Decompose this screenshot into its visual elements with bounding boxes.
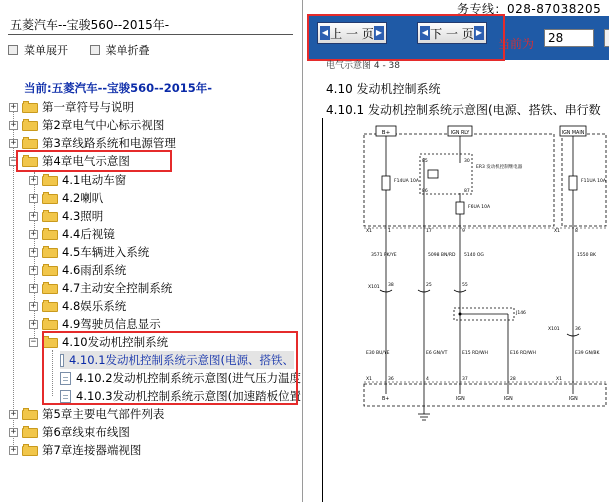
wire-code: E6 GN/VT bbox=[426, 351, 448, 356]
menu-toolbar bbox=[8, 42, 168, 60]
tree-item-label: 4.1电动车窗 bbox=[62, 173, 127, 187]
power-box-label: B+ bbox=[381, 130, 391, 136]
pin-label: 36 bbox=[388, 377, 394, 382]
tree-item-label: 4.3照明 bbox=[62, 209, 104, 223]
pin-label: 37 bbox=[462, 377, 468, 382]
menu-pane bbox=[0, 0, 303, 502]
tree-item-4-5[interactable] bbox=[29, 243, 149, 261]
bottom-label: IGN bbox=[504, 397, 513, 402]
relay-coil bbox=[428, 170, 438, 178]
relay-box-label: IGN RLY bbox=[450, 131, 470, 136]
expand-icon[interactable]: + bbox=[10, 444, 17, 455]
connector-label: J146 bbox=[516, 311, 526, 316]
left-arrow-icon: ◀ bbox=[320, 26, 330, 40]
bottom-label: IGN bbox=[569, 397, 578, 402]
relay-pin: 87 bbox=[464, 189, 470, 194]
left-arrow-icon: ◀ bbox=[420, 26, 430, 40]
next-page-label: 下 一 页 bbox=[430, 26, 474, 41]
tree-leaf-label: 4.10.3发动机控制系统示意图(加速踏板位置 bbox=[76, 389, 302, 403]
expand-icon[interactable]: + bbox=[30, 282, 37, 293]
current-vehicle: 当前:五菱汽车--宝骏560--2015年- bbox=[24, 81, 212, 95]
tree-item-4-4[interactable] bbox=[29, 225, 115, 243]
wire-code: E30 BU/YE bbox=[366, 351, 390, 356]
expand-icon[interactable]: + bbox=[30, 174, 37, 185]
tree-item-label: 4.6雨刮系统 bbox=[62, 263, 127, 277]
tree-item-label: 4.7主动安全控制系统 bbox=[62, 281, 173, 295]
relay-pin: 85 bbox=[422, 159, 428, 164]
wiring-diagram bbox=[324, 118, 609, 502]
pin-label: 25 bbox=[426, 283, 432, 288]
folder-icon bbox=[42, 192, 58, 204]
tree-item-chapter-6[interactable] bbox=[9, 423, 130, 441]
tree-leaf-label: 4.10.1发动机控制系统示意图(电源、搭铁、 bbox=[68, 353, 294, 367]
tree-item-chapter-7[interactable] bbox=[9, 441, 141, 459]
menu-title: 五菱汽车--宝骏560--2015年- bbox=[8, 17, 293, 35]
annotation-box bbox=[307, 14, 505, 61]
expand-icon[interactable]: + bbox=[10, 101, 17, 112]
tree-item-label: 4.10发动机控制系统 bbox=[62, 335, 169, 349]
folder-icon bbox=[42, 246, 58, 258]
folder-icon bbox=[42, 264, 58, 276]
expand-icon[interactable]: + bbox=[10, 137, 17, 148]
folder-icon bbox=[22, 119, 38, 131]
ecm-outline bbox=[364, 384, 606, 406]
ign-box-label: IGN MAIN bbox=[561, 131, 585, 136]
folder-icon bbox=[22, 426, 38, 438]
content-pane bbox=[304, 0, 609, 502]
collapse-icon[interactable]: − bbox=[10, 155, 17, 166]
pin-label: 4 bbox=[426, 377, 429, 382]
section-heading: 4.10 发动机控制系统 bbox=[326, 82, 441, 96]
pin-label: 9 bbox=[462, 229, 465, 234]
relay-label: ER3 发动机控制继电器 bbox=[476, 165, 523, 170]
expand-icon[interactable]: + bbox=[30, 210, 37, 221]
tree-item-4-6[interactable] bbox=[29, 261, 126, 279]
pin-label: 8 bbox=[575, 229, 578, 234]
tree-item-label: 第3章线路系统和电源管理 bbox=[42, 136, 176, 150]
tree-item-label: 第2章电气中心标示视图 bbox=[42, 118, 165, 132]
bottom-label: IGN bbox=[456, 397, 465, 402]
tree-item-4-2[interactable] bbox=[29, 189, 103, 207]
expand-all-button[interactable] bbox=[8, 42, 68, 58]
tree-item-label: 第5章主要电气部件列表 bbox=[42, 407, 165, 421]
tree-item-4-7[interactable] bbox=[29, 279, 172, 297]
folder-icon bbox=[22, 137, 38, 149]
frame-line bbox=[322, 118, 323, 502]
expand-icon[interactable]: + bbox=[30, 192, 37, 203]
collapse-all-button[interactable] bbox=[90, 42, 150, 58]
fuse-symbol bbox=[382, 176, 390, 190]
expand-all-icon bbox=[8, 45, 18, 55]
folder-icon bbox=[42, 282, 58, 294]
pin-label: 17 bbox=[426, 229, 432, 234]
fuse-symbol bbox=[569, 176, 577, 190]
tree-item-label: 4.9驾驶员信息显示 bbox=[62, 317, 161, 331]
tree-item-label: 4.4后视镜 bbox=[62, 227, 115, 241]
pin-label: 28 bbox=[510, 377, 516, 382]
folder-icon bbox=[22, 408, 38, 420]
folder-icon bbox=[42, 174, 58, 186]
prev-page-label: 上 一 页 bbox=[330, 26, 374, 41]
right-arrow-icon: ▶ bbox=[374, 26, 384, 40]
tree-item-label: 4.8娱乐系统 bbox=[62, 299, 127, 313]
expand-icon[interactable]: + bbox=[30, 228, 37, 239]
tree-item-label: 第6章线束布线图 bbox=[42, 425, 130, 439]
connector-label: X1 bbox=[366, 229, 372, 234]
relay-pin: 30 bbox=[464, 159, 470, 164]
page-label: 当前为 bbox=[498, 37, 535, 51]
wire-code: 5140 OG bbox=[464, 253, 484, 258]
collapse-all-icon bbox=[90, 45, 100, 55]
folder-icon bbox=[22, 444, 38, 456]
wire-code: 3571 PK/YE bbox=[371, 253, 397, 258]
fuse-label: F11UA 10A bbox=[581, 179, 606, 184]
tree-item-chapter-1[interactable] bbox=[9, 98, 134, 116]
folder-icon bbox=[42, 228, 58, 240]
tree-item-4-3[interactable] bbox=[29, 207, 103, 225]
annotation-box bbox=[42, 331, 298, 405]
wire-code: E16 RD/WH bbox=[510, 351, 536, 356]
bottom-label: B+ bbox=[382, 397, 390, 402]
connector-label: X1 bbox=[366, 377, 372, 382]
pin-label: 38 bbox=[388, 283, 394, 288]
expand-all-label: 菜单展开 bbox=[24, 44, 68, 57]
subsection-heading: 4.10.1 发动机控制系统示意图(电源、搭铁、串行数 bbox=[326, 103, 601, 117]
tree-item-label: 4.2喇叭 bbox=[62, 191, 104, 205]
connector-label: X101 bbox=[368, 285, 380, 290]
tree-item-label: 第一章符号与说明 bbox=[42, 100, 134, 114]
connector-label: X1 bbox=[556, 377, 562, 382]
page-number-input[interactable] bbox=[544, 29, 594, 47]
expand-icon[interactable]: + bbox=[30, 300, 37, 311]
annotation-box bbox=[16, 150, 172, 172]
expand-icon[interactable]: + bbox=[30, 264, 37, 275]
tree-item-4-1[interactable] bbox=[29, 171, 126, 189]
pin-label: 36 bbox=[575, 327, 581, 332]
fuse-symbol bbox=[456, 202, 464, 214]
collapse-all-label: 菜单折叠 bbox=[105, 44, 150, 57]
page-crumb: 电气示意图 4 - 38 bbox=[326, 61, 401, 71]
hotline-text: 务专线：028-87038205 bbox=[457, 2, 602, 16]
pin-label: 55 bbox=[462, 283, 468, 288]
collapse-icon[interactable]: − bbox=[30, 336, 37, 347]
relay-pin: 86 bbox=[422, 189, 428, 194]
fuse-label: F6UA 10A bbox=[468, 205, 491, 210]
expand-icon[interactable]: + bbox=[10, 408, 17, 419]
wire-code: E15 RD/WH bbox=[462, 351, 488, 356]
tree-item-label: 4.5车辆进入系统 bbox=[62, 245, 150, 259]
folder-icon bbox=[42, 300, 58, 312]
tree-item-label: 第7章连接器端视图 bbox=[42, 443, 142, 457]
expand-icon[interactable]: + bbox=[30, 318, 37, 329]
wire-code: E39 GN/BK bbox=[575, 351, 600, 356]
pin-label: 1 bbox=[388, 229, 391, 234]
right-arrow-icon: ▶ bbox=[474, 26, 484, 40]
wire-code: 1550 BK bbox=[577, 253, 596, 258]
tree-item-chapter-5[interactable] bbox=[9, 405, 164, 423]
folder-icon bbox=[42, 210, 58, 222]
tree-item-4-8[interactable] bbox=[29, 297, 126, 315]
wire-code: 5098 BN/RD bbox=[428, 253, 456, 258]
expand-icon[interactable]: + bbox=[30, 246, 37, 257]
connector-label: X101 bbox=[548, 327, 560, 332]
folder-icon bbox=[22, 101, 38, 113]
expand-icon[interactable]: + bbox=[10, 119, 17, 130]
tree-item-chapter-2[interactable] bbox=[9, 116, 164, 134]
fuse-label: F14UA 10A bbox=[394, 179, 419, 184]
go-button[interactable] bbox=[604, 29, 609, 47]
tree-item-label: 第4章电气示意图 bbox=[42, 154, 130, 168]
connector-label: X1 bbox=[554, 229, 560, 234]
expand-icon[interactable]: + bbox=[10, 426, 17, 437]
tree-leaf-label: 4.10.2发动机控制系统示意图(进气压力温度 bbox=[76, 371, 302, 385]
folder-icon bbox=[42, 318, 58, 330]
